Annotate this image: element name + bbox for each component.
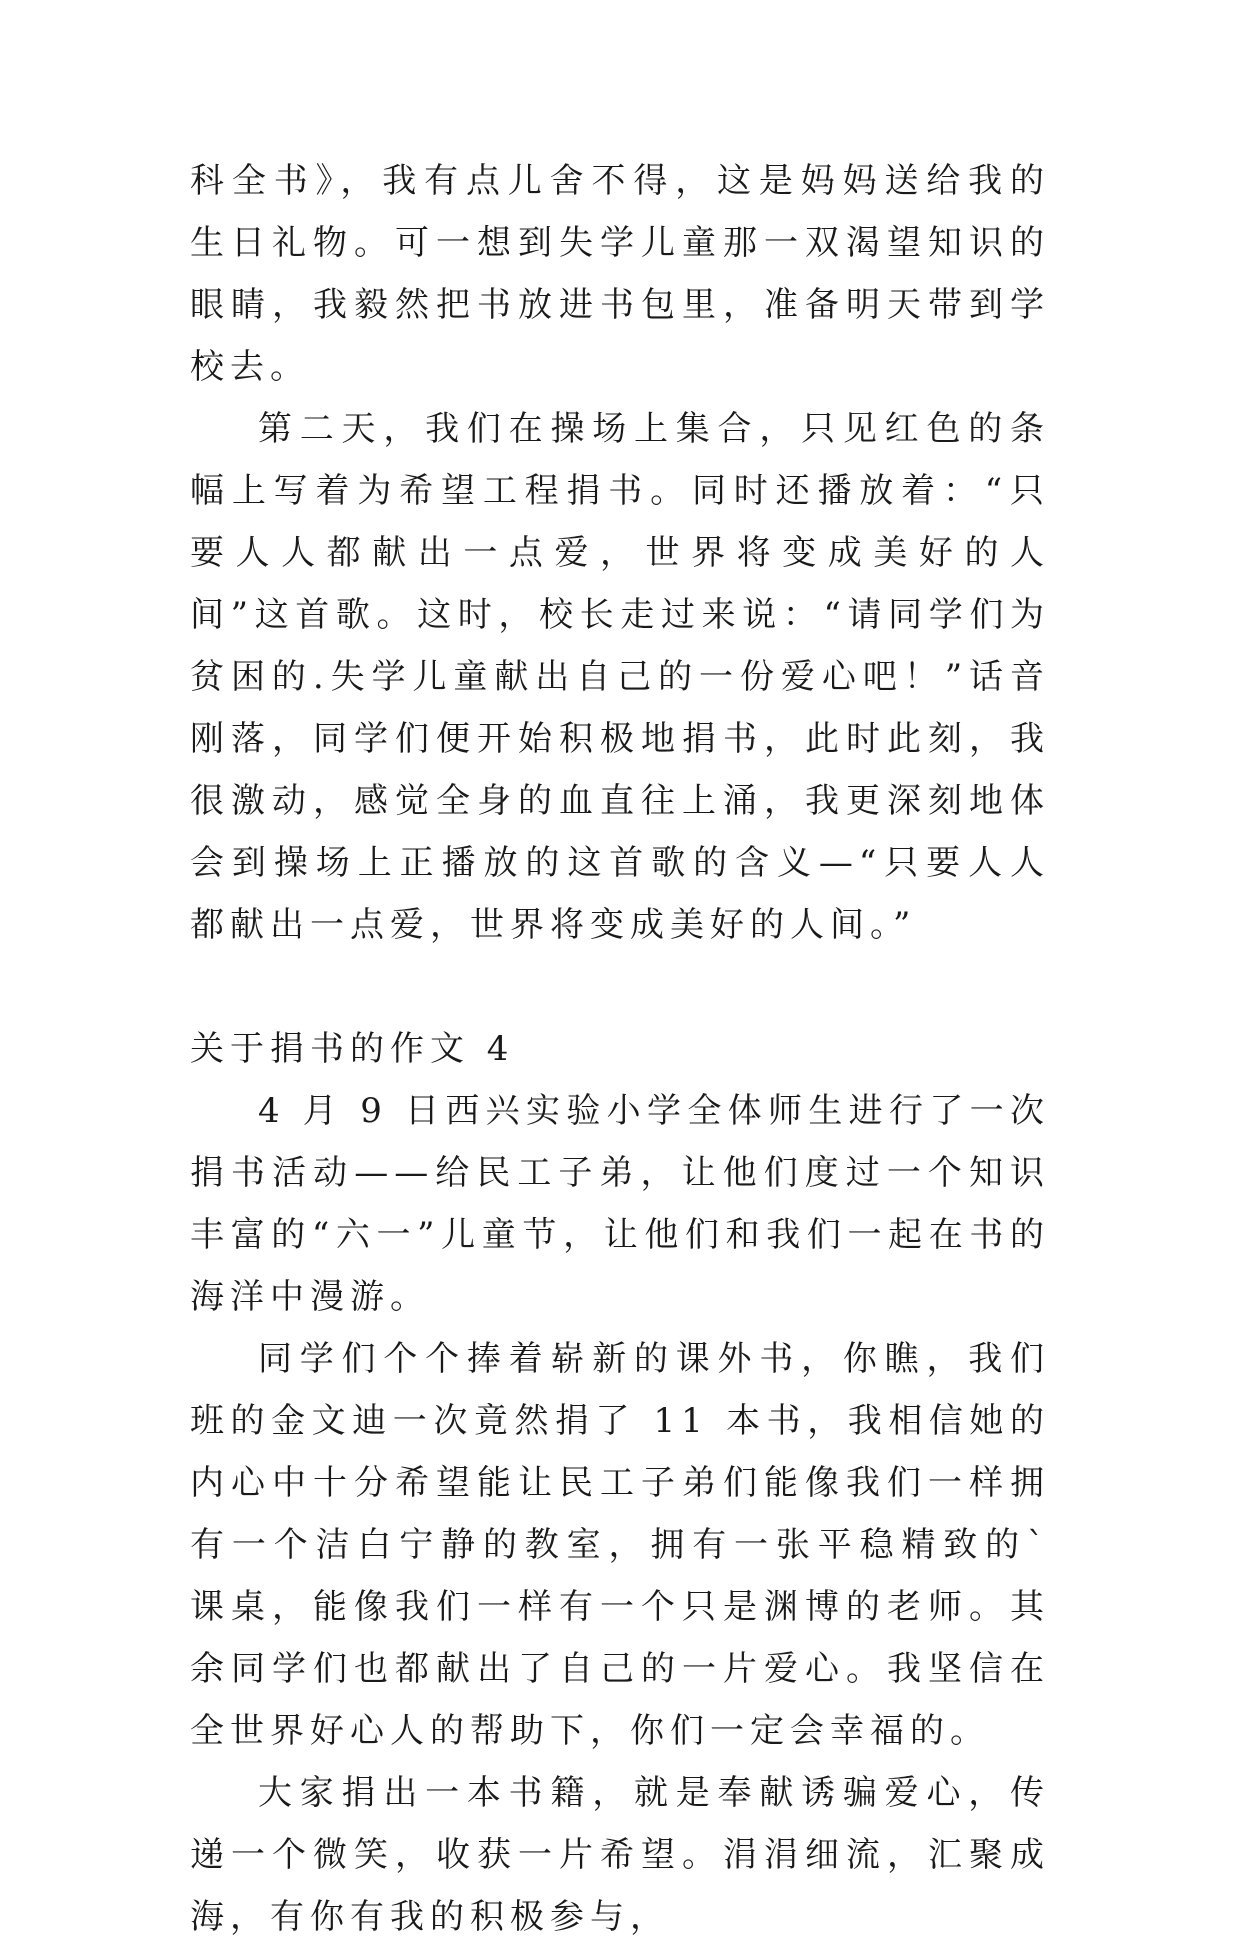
paragraph-classmates: 同学们个个捧着崭新的课外书，你瞧，我们班的金文迪一次竟然捐了 11 本书，我相信她的内心中十分希望能让民工子弟们能像我们一样拥有一个洁白宁静的教室，拥有一张平稳精致的`课桌，能像我们一样有一个只是渊博的老师。其余同学们也都献出了自己的一片爱心。我坚信在全世界好心人的帮助下，你们一定会幸福的。 — [190, 1339, 1050, 1751]
paragraph-conclusion: 大家捐出一本书籍，就是奉献诱骗爱心，传递一个微笑，收获一片希望。涓涓细流，汇聚成海，有你有我的积极参与， — [190, 1773, 1050, 1937]
section-title: 关于捐书的作文 4 — [190, 1029, 515, 1069]
document-body — [190, 150, 1050, 1948]
paragraph-book-donation-event: 4 月 9 日西兴实验小学全体师生进行了一次捐书活动——给民工子弟，让他们度过一个知识丰富的“六一”儿童节，让他们和我们一起在书的海洋中漫游。 — [190, 1091, 1050, 1317]
paragraph-continuation: 科全书》，我有点儿舍不得，这是妈妈送给我的生日礼物。可一想到失学儿童那一双渴望知识的眼睛，我毅然把书放进书包里，准备明天带到学校去。 — [190, 161, 1050, 387]
section-spacer — [190, 956, 1050, 1018]
paragraph-second-day: 第二天，我们在操场上集合，只见红色的条幅上写着为希望工程捐书。同时还播放着：“只要人人都献出一点爱，世界将变成美好的人间”这首歌。这时，校长走过来说：“请同学们为贫困的.失学儿童献出自己的一份爱心吧！”话音刚落，同学们便开始积极地捐书，此时此刻，我很激动，感觉全身的血直往上涌，我更深刻地体会到操场上正播放的这首歌的含义—“只要人人都献出一点爱，世界将变成美好的人间。” — [190, 409, 1050, 945]
